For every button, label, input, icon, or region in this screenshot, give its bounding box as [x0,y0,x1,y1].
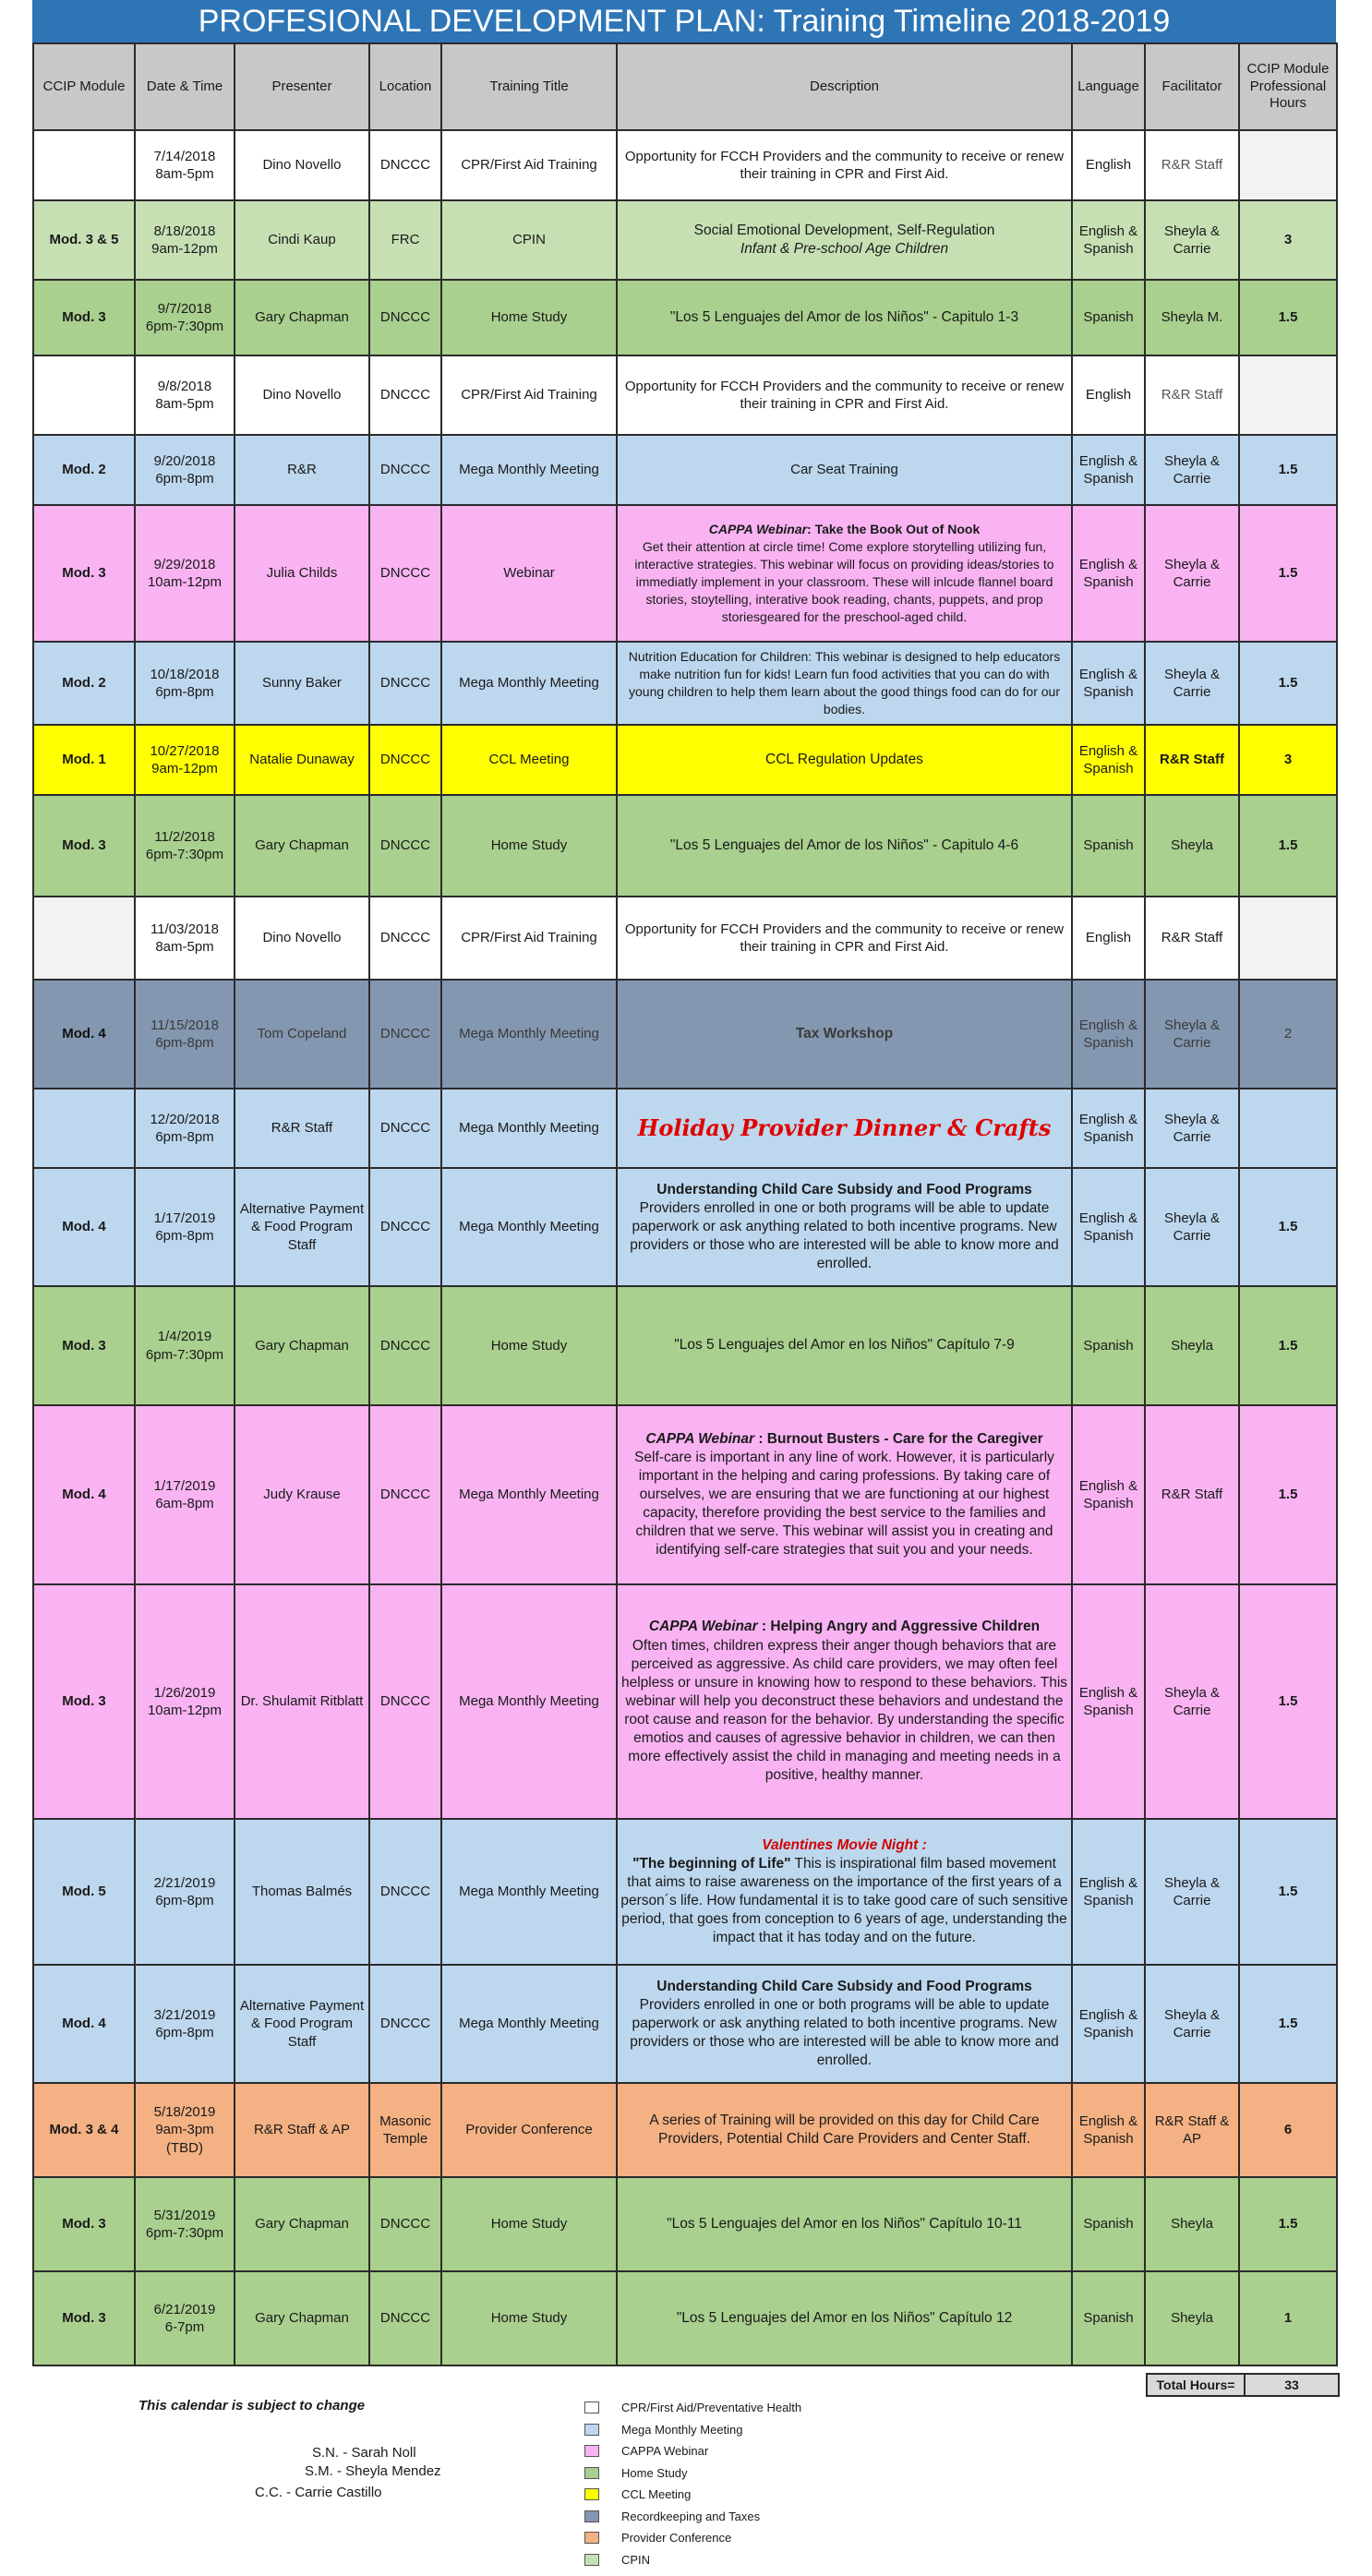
presenter-cell: Gary Chapman [235,280,369,355]
date-cell: 1/26/2019 10am-12pm [135,1584,235,1819]
table-row [33,1286,1337,1405]
presenter-cell: Natalie Dunaway [235,725,369,795]
total-hours-value: 33 [1284,2377,1299,2392]
language-cell: English [1072,130,1145,200]
date-cell: 3/21/2019 6pm-8pm [135,1965,235,2083]
title-cell: Home Study [441,2271,617,2365]
date-cell: 5/18/2019 9am-3pm (TBD) [135,2083,235,2177]
module-cell: Mod. 4 [33,1405,135,1584]
language-cell: English [1072,897,1145,980]
facilitator-cell: R&R Staff & AP [1145,2083,1239,2177]
location-cell: DNCCC [369,980,441,1089]
title-cell: CPR/First Aid Training [441,897,617,980]
module-cell: Mod. 4 [33,1965,135,2083]
presenter-cell: Dino Novello [235,130,369,200]
facilitator-cell: R&R Staff [1145,725,1239,795]
description-cell: Car Seat Training [617,435,1072,505]
hours-cell: 1.5 [1239,280,1337,355]
location-cell: DNCCC [369,1405,441,1584]
table-row [33,355,1337,435]
description-cell: Understanding Child Care Subsidy and Food Programs Providers enrolled in one or both programs will be able to update paperwork or ask anything related to both incentive programs. New providers or those who are interested will be able to know more and enrolled. [617,1168,1072,1286]
description-cell [617,1089,1072,1168]
presenter-cell: R&R Staff & AP [235,2083,369,2177]
facilitator-cell: Sheyla & Carrie [1145,1819,1239,1965]
table-row [33,1089,1337,1168]
legend-swatch [584,2445,599,2457]
language-cell: Spanish [1072,1286,1145,1405]
language-cell: Spanish [1072,795,1145,897]
presenter-cell: Cindi Kaup [235,200,369,280]
table-row [33,280,1337,355]
header-date: Date & Time [135,43,235,130]
hours-cell [1239,355,1337,435]
description-cell: CAPPA Webinar: Take the Book Out of Nook Get their attention at circle time! Come explore storytelling utilizing fun, interactive strategies. This webinar will focus on providing ideas/stories to immediatly implement in your classroom. These will inlcude flannel board stories, stoytelling, interative book reading, chants, puppets, and prop storiesgeared for the preschool-aged child. [617,505,1072,642]
hours-cell: 1.5 [1239,505,1337,642]
module-cell: Mod. 3 [33,280,135,355]
description-cell: CAPPA Webinar : Burnout Busters - Care for the Caregiver Self-care is important in any line of work. However, it is particularly important in the helping and caring professions. By taking care of ourselves, we are ensuring that we are functioning at our highest capacity, therefore providing the best service to the families and children that we serve. This webinar will assist you in creating and identifying self-care strategies that suit you and your needs. [617,1405,1072,1584]
table-row [33,2271,1337,2365]
hours-cell [1239,130,1337,200]
hours-cell: 1.5 [1239,1168,1337,1286]
total-hours [1146,2373,1340,2397]
header-hours: CCIP Module Professional Hours [1239,43,1337,130]
hours-cell: 6 [1239,2083,1337,2177]
location-cell: DNCCC [369,1965,441,2083]
legend-swatch [584,2424,599,2436]
facilitator-cell: Sheyla & Carrie [1145,1584,1239,1819]
table-row [33,2083,1337,2177]
location-cell: DNCCC [369,2177,441,2271]
module-cell: Mod. 3 & 4 [33,2083,135,2177]
facilitator-cell: Sheyla & Carrie [1145,200,1239,280]
facilitator-cell: Sheyla [1145,1286,1239,1405]
title-cell: Home Study [441,2177,617,2271]
description-cell: Valentines Movie Night : "The beginning of Life" This is inspirational film based movement that aims to raise awareness on the importance of the first years of a person´s life. How fundamental it is to take good care of such sensitive period, that goes from conception to 6 years of age, understanding the impact that it has today and on the future. [617,1819,1072,1965]
module-cell: Mod. 2 [33,642,135,725]
description-cell: CAPPA Webinar : Helping Angry and Aggressive Children Often times, children express their anger though behaviors that are perceived as aggressive. As child care providers, we may often feel helpless or unsure in knowing how to respond to these behaviors. This webinar will help you deconstruct these behaviors and undestand the root cause and reason for the behavior. By understanding the specific emotios and causes of agressive behavior in children, we can then more effectively assist the child in managing and meeting needs in a positive, healthy manner. [617,1584,1072,1819]
presenter-cell: Julia Childs [235,505,369,642]
table-row [33,980,1337,1089]
title-cell: Mega Monthly Meeting [441,1089,617,1168]
header-row [33,43,1337,130]
date-cell: 1/17/2019 6pm-8pm [135,1168,235,1286]
description-cell: Nutrition Education for Children: This webinar is designed to help educators make nutrition fun for kids! Learn fun food activities that you can do with young children to help them learn about the good things food can do for our bodies. [617,642,1072,725]
language-cell: English & Spanish [1072,1965,1145,2083]
staff-item: S.N. - Sarah Noll [312,2445,416,2461]
hours-cell [1239,897,1337,980]
table-row [33,505,1337,642]
title-cell: CPR/First Aid Training [441,130,617,200]
module-cell [33,355,135,435]
location-cell: FRC [369,200,441,280]
page-title: PROFESIONAL DEVELOPMENT PLAN: Training Timeline 2018-2019 [32,0,1336,42]
facilitator-cell: R&R Staff [1145,355,1239,435]
language-cell: English & Spanish [1072,435,1145,505]
language-cell: English & Spanish [1072,1819,1145,1965]
language-cell: English & Spanish [1072,1405,1145,1584]
title-cell: Mega Monthly Meeting [441,1819,617,1965]
title-cell: Mega Monthly Meeting [441,642,617,725]
description-cell: A series of Training will be provided on this day for Child Care Providers, Potential Child Care Providers and Center Staff. [617,2083,1072,2177]
title-cell: Home Study [441,795,617,897]
title-cell: CCL Meeting [441,725,617,795]
legend-swatch [584,2401,599,2413]
location-cell: DNCCC [369,355,441,435]
module-cell [33,1089,135,1168]
total-hours-label: Total Hours= [1148,2375,1246,2395]
presenter-cell: Gary Chapman [235,1286,369,1405]
title-cell: CPIN [441,200,617,280]
table-row [33,795,1337,897]
hours-cell: 1.5 [1239,1405,1337,1584]
table-row [33,2177,1337,2271]
location-cell: DNCCC [369,642,441,725]
description-cell: Tax Workshop [617,980,1072,1089]
table-row [33,1584,1337,1819]
facilitator-cell: Sheyla & Carrie [1145,1089,1239,1168]
table-row [33,897,1337,980]
legend-item: CPR/First Aid/Preventative Health [584,2397,801,2419]
title-cell: Webinar [441,505,617,642]
holiday-dinner-title: Holiday Provider Dinner & Crafts [637,1114,1052,1142]
date-cell: 8/18/2018 9am-12pm [135,200,235,280]
legend-item: CCL Meeting [584,2484,801,2506]
date-cell: 2/21/2019 6pm-8pm [135,1819,235,1965]
header-facilitator: Facilitator [1145,43,1239,130]
hours-cell: 3 [1239,200,1337,280]
language-cell: English [1072,355,1145,435]
module-cell: Mod. 3 [33,1286,135,1405]
description-cell: Social Emotional Development, Self-Regulation Infant & Pre-school Age Children [617,200,1072,280]
legend-item: CPIN [584,2549,801,2571]
language-cell: English & Spanish [1072,200,1145,280]
title-cell: Mega Monthly Meeting [441,1168,617,1286]
date-cell: 11/15/2018 6pm-8pm [135,980,235,1089]
language-cell: English & Spanish [1072,980,1145,1089]
language-cell: Spanish [1072,2177,1145,2271]
presenter-cell: Tom Copeland [235,980,369,1089]
presenter-cell: Dr. Shulamit Ritblatt [235,1584,369,1819]
title-cell: Home Study [441,280,617,355]
header-location: Location [369,43,441,130]
location-cell: DNCCC [369,1819,441,1965]
description-cell: Opportunity for FCCH Providers and the community to receive or renew their training in CPR and First Aid. [617,897,1072,980]
location-cell: DNCCC [369,1286,441,1405]
date-cell: 7/14/2018 8am-5pm [135,130,235,200]
module-cell: Mod. 3 [33,505,135,642]
location-cell: DNCCC [369,130,441,200]
presenter-cell: Alternative Payment & Food Program Staff [235,1168,369,1286]
language-cell: English & Spanish [1072,1089,1145,1168]
title-cell: Mega Monthly Meeting [441,1405,617,1584]
hours-cell: 1.5 [1239,1584,1337,1819]
legend-item: Home Study [584,2462,801,2485]
table-row [33,642,1337,725]
description-cell: Opportunity for FCCH Providers and the community to receive or renew their training in CPR and First Aid. [617,355,1072,435]
location-cell: DNCCC [369,725,441,795]
hours-cell: 1.5 [1239,2177,1337,2271]
facilitator-cell: Sheyla & Carrie [1145,1168,1239,1286]
presenter-cell: R&R [235,435,369,505]
description-cell: Opportunity for FCCH Providers and the community to receive or renew their training in CPR and First Aid. [617,130,1072,200]
title-cell: CPR/First Aid Training [441,355,617,435]
date-cell: 11/2/2018 6pm-7:30pm [135,795,235,897]
date-cell: 9/20/2018 6pm-8pm [135,435,235,505]
date-cell: 6/21/2019 6-7pm [135,2271,235,2365]
location-cell: DNCCC [369,280,441,355]
title-cell: Mega Monthly Meeting [441,1584,617,1819]
hours-cell: 1.5 [1239,1965,1337,2083]
staff-item: S.M. - Sheyla Mendez [305,2463,441,2479]
module-cell: Mod. 3 [33,795,135,897]
facilitator-cell: Sheyla [1145,795,1239,897]
date-cell: 11/03/2018 8am-5pm [135,897,235,980]
module-cell: Mod. 4 [33,1168,135,1286]
header-module: CCIP Module [33,43,135,130]
module-cell: Mod. 3 & 5 [33,200,135,280]
description-cell: Understanding Child Care Subsidy and Food Programs Providers enrolled in one or both programs will be able to update paperwork or ask anything related to both incentive programs. New providers or those who are interested will be able to know more and enrolled. [617,1965,1072,2083]
description-cell: "Los 5 Lenguajes del Amor de los Niños" - Capitulo 1-3 [617,280,1072,355]
table-row [33,1965,1337,2083]
date-cell: 5/31/2019 6pm-7:30pm [135,2177,235,2271]
title-cell: Provider Conference [441,2083,617,2177]
table-row [33,1168,1337,1286]
presenter-cell: Alternative Payment & Food Program Staff [235,1965,369,2083]
presenter-cell: Judy Krause [235,1405,369,1584]
module-cell: Mod. 1 [33,725,135,795]
language-cell: English & Spanish [1072,1168,1145,1286]
legend-swatch [584,2532,599,2544]
module-cell: Mod. 5 [33,1819,135,1965]
facilitator-cell: Sheyla & Carrie [1145,435,1239,505]
date-cell: 10/18/2018 6pm-8pm [135,642,235,725]
header-training-title: Training Title [441,43,617,130]
hours-cell: 1.5 [1239,1286,1337,1405]
date-cell: 10/27/2018 9am-12pm [135,725,235,795]
facilitator-cell: Sheyla & Carrie [1145,980,1239,1089]
header-description: Description [617,43,1072,130]
description-cell: "Los 5 Lenguajes del Amor en los Niños" Capítulo 7-9 [617,1286,1072,1405]
presenter-cell: Sunny Baker [235,642,369,725]
description-cell: CCL Regulation Updates [617,725,1072,795]
table-row [33,1405,1337,1584]
title-cell: Mega Monthly Meeting [441,435,617,505]
module-cell: Mod. 3 [33,2271,135,2365]
presenter-cell: Gary Chapman [235,2177,369,2271]
legend-item: Provider Conference [584,2527,801,2549]
module-cell [33,130,135,200]
table-row [33,725,1337,795]
legend-swatch [584,2488,599,2500]
description-cell: "Los 5 Lenguajes del Amor de los Niños" - Capitulo 4-6 [617,795,1072,897]
presenter-cell: Dino Novello [235,897,369,980]
header-presenter: Presenter [235,43,369,130]
location-cell: DNCCC [369,2271,441,2365]
module-cell: Mod. 2 [33,435,135,505]
location-cell: DNCCC [369,1168,441,1286]
hours-cell: 1.5 [1239,435,1337,505]
location-cell: Masonic Temple [369,2083,441,2177]
table-row [33,435,1337,505]
facilitator-cell: Sheyla & Carrie [1145,1965,1239,2083]
language-cell: English & Spanish [1072,2083,1145,2177]
location-cell: DNCCC [369,897,441,980]
table-row [33,200,1337,280]
hours-cell [1239,1089,1337,1168]
presenter-cell: Gary Chapman [235,795,369,897]
description-cell: "Los 5 Lenguajes del Amor en los Niños" Capítulo 10-11 [617,2177,1072,2271]
hours-cell: 1.5 [1239,1819,1337,1965]
table-row [33,1819,1337,1965]
legend-item: CAPPA Webinar [584,2440,801,2462]
hours-cell: 1.5 [1239,642,1337,725]
module-cell [33,897,135,980]
date-cell: 9/8/2018 8am-5pm [135,355,235,435]
language-cell: Spanish [1072,2271,1145,2365]
date-cell: 12/20/2018 6pm-8pm [135,1089,235,1168]
language-cell: English & Spanish [1072,725,1145,795]
hours-cell: 1.5 [1239,795,1337,897]
footnote: This calendar is subject to change [138,2398,366,2413]
location-cell: DNCCC [369,505,441,642]
presenter-cell: R&R Staff [235,1089,369,1168]
module-cell: Mod. 3 [33,2177,135,2271]
training-table [32,42,1338,2366]
facilitator-cell: Sheyla M. [1145,280,1239,355]
title-cell: Mega Monthly Meeting [441,980,617,1089]
module-cell: Mod. 3 [33,1584,135,1819]
hours-cell: 2 [1239,980,1337,1089]
location-cell: DNCCC [369,1584,441,1819]
language-cell: English & Spanish [1072,642,1145,725]
presenter-cell: Gary Chapman [235,2271,369,2365]
facilitator-cell: Sheyla & Carrie [1145,642,1239,725]
location-cell: DNCCC [369,1089,441,1168]
presenter-cell: Thomas Balmés [235,1819,369,1965]
location-cell: DNCCC [369,795,441,897]
hours-cell: 1 [1239,2271,1337,2365]
language-cell: Spanish [1072,280,1145,355]
date-cell: 1/17/2019 6am-8pm [135,1405,235,1584]
hours-cell: 3 [1239,725,1337,795]
title-cell: Mega Monthly Meeting [441,1965,617,2083]
facilitator-cell: R&R Staff [1145,1405,1239,1584]
date-cell: 1/4/2019 6pm-7:30pm [135,1286,235,1405]
legend-item: Mega Monthly Meeting [584,2419,801,2441]
table-row [33,130,1337,200]
language-cell: English & Spanish [1072,505,1145,642]
presenter-cell: Dino Novello [235,355,369,435]
header-language: Language [1072,43,1145,130]
language-cell: English & Spanish [1072,1584,1145,1819]
description-cell: "Los 5 Lenguajes del Amor en los Niños" Capítulo 12 [617,2271,1072,2365]
title-cell: Home Study [441,1286,617,1405]
facilitator-cell: R&R Staff [1145,897,1239,980]
date-cell: 9/7/2018 6pm-7:30pm [135,280,235,355]
facilitator-cell: Sheyla & Carrie [1145,505,1239,642]
facilitator-cell: Sheyla [1145,2271,1239,2365]
legend-item: Recordkeeping and Taxes [584,2506,801,2528]
legend [584,2397,801,2570]
date-cell: 9/29/2018 10am-12pm [135,505,235,642]
facilitator-cell: Sheyla [1145,2177,1239,2271]
module-cell: Mod. 4 [33,980,135,1089]
legend-swatch [584,2554,599,2566]
staff-item: C.C. - Carrie Castillo [255,2485,382,2500]
legend-swatch [584,2510,599,2522]
location-cell: DNCCC [369,435,441,505]
legend-swatch [584,2467,599,2479]
facilitator-cell: R&R Staff [1145,130,1239,200]
